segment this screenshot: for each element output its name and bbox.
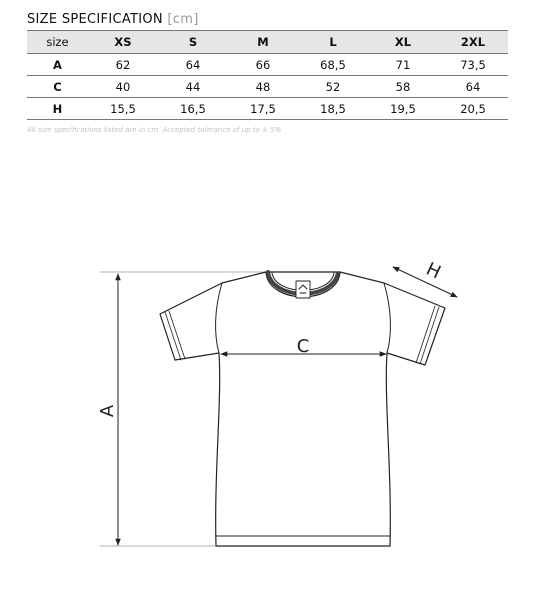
right-armhole-seam xyxy=(384,283,390,353)
tshirt-outline xyxy=(160,272,445,546)
table-cell: 71 xyxy=(368,54,438,76)
table-cell: 15,5 xyxy=(88,98,158,120)
column-header: size xyxy=(27,31,88,54)
row-label: A xyxy=(27,54,88,76)
right-sleeve-hem-2 xyxy=(416,306,435,363)
table-cell: 64 xyxy=(438,76,508,98)
column-header: M xyxy=(228,31,298,54)
spec-title-text: SIZE SPECIFICATION xyxy=(27,12,163,27)
right-sleeve-hem xyxy=(420,307,439,364)
table-cell: 18,5 xyxy=(298,98,368,120)
left-sleeve-hem-2 xyxy=(169,311,185,359)
table-cell: 66 xyxy=(228,54,298,76)
table-cell: 19,5 xyxy=(368,98,438,120)
left-armhole-seam xyxy=(216,283,222,353)
table-cell: 20,5 xyxy=(438,98,508,120)
table-cell: 62 xyxy=(88,54,158,76)
table-cell: 17,5 xyxy=(228,98,298,120)
table-cell: 73,5 xyxy=(438,54,508,76)
column-header: S xyxy=(158,31,228,54)
row-label: H xyxy=(27,98,88,120)
label-a: A xyxy=(97,404,118,418)
column-header: XS xyxy=(88,31,158,54)
row-label: C xyxy=(27,76,88,98)
column-header: XL xyxy=(368,31,438,54)
table-cell: 68,5 xyxy=(298,54,368,76)
label-c: C xyxy=(296,336,310,357)
tolerance-note: All size specifications listed are in cm. Accepted tolerance of up to ± 5% xyxy=(27,126,282,134)
table-cell: 40 xyxy=(88,76,158,98)
table-cell: 58 xyxy=(368,76,438,98)
table-cell: 16,5 xyxy=(158,98,228,120)
table-cell: 64 xyxy=(158,54,228,76)
label-h: H xyxy=(422,258,444,284)
column-header: L xyxy=(298,31,368,54)
spec-unit: [cm] xyxy=(167,12,199,27)
table-cell: 52 xyxy=(298,76,368,98)
column-header: 2XL xyxy=(438,31,508,54)
table-cell: 44 xyxy=(158,76,228,98)
neck-label xyxy=(296,281,310,298)
table-cell: 48 xyxy=(228,76,298,98)
